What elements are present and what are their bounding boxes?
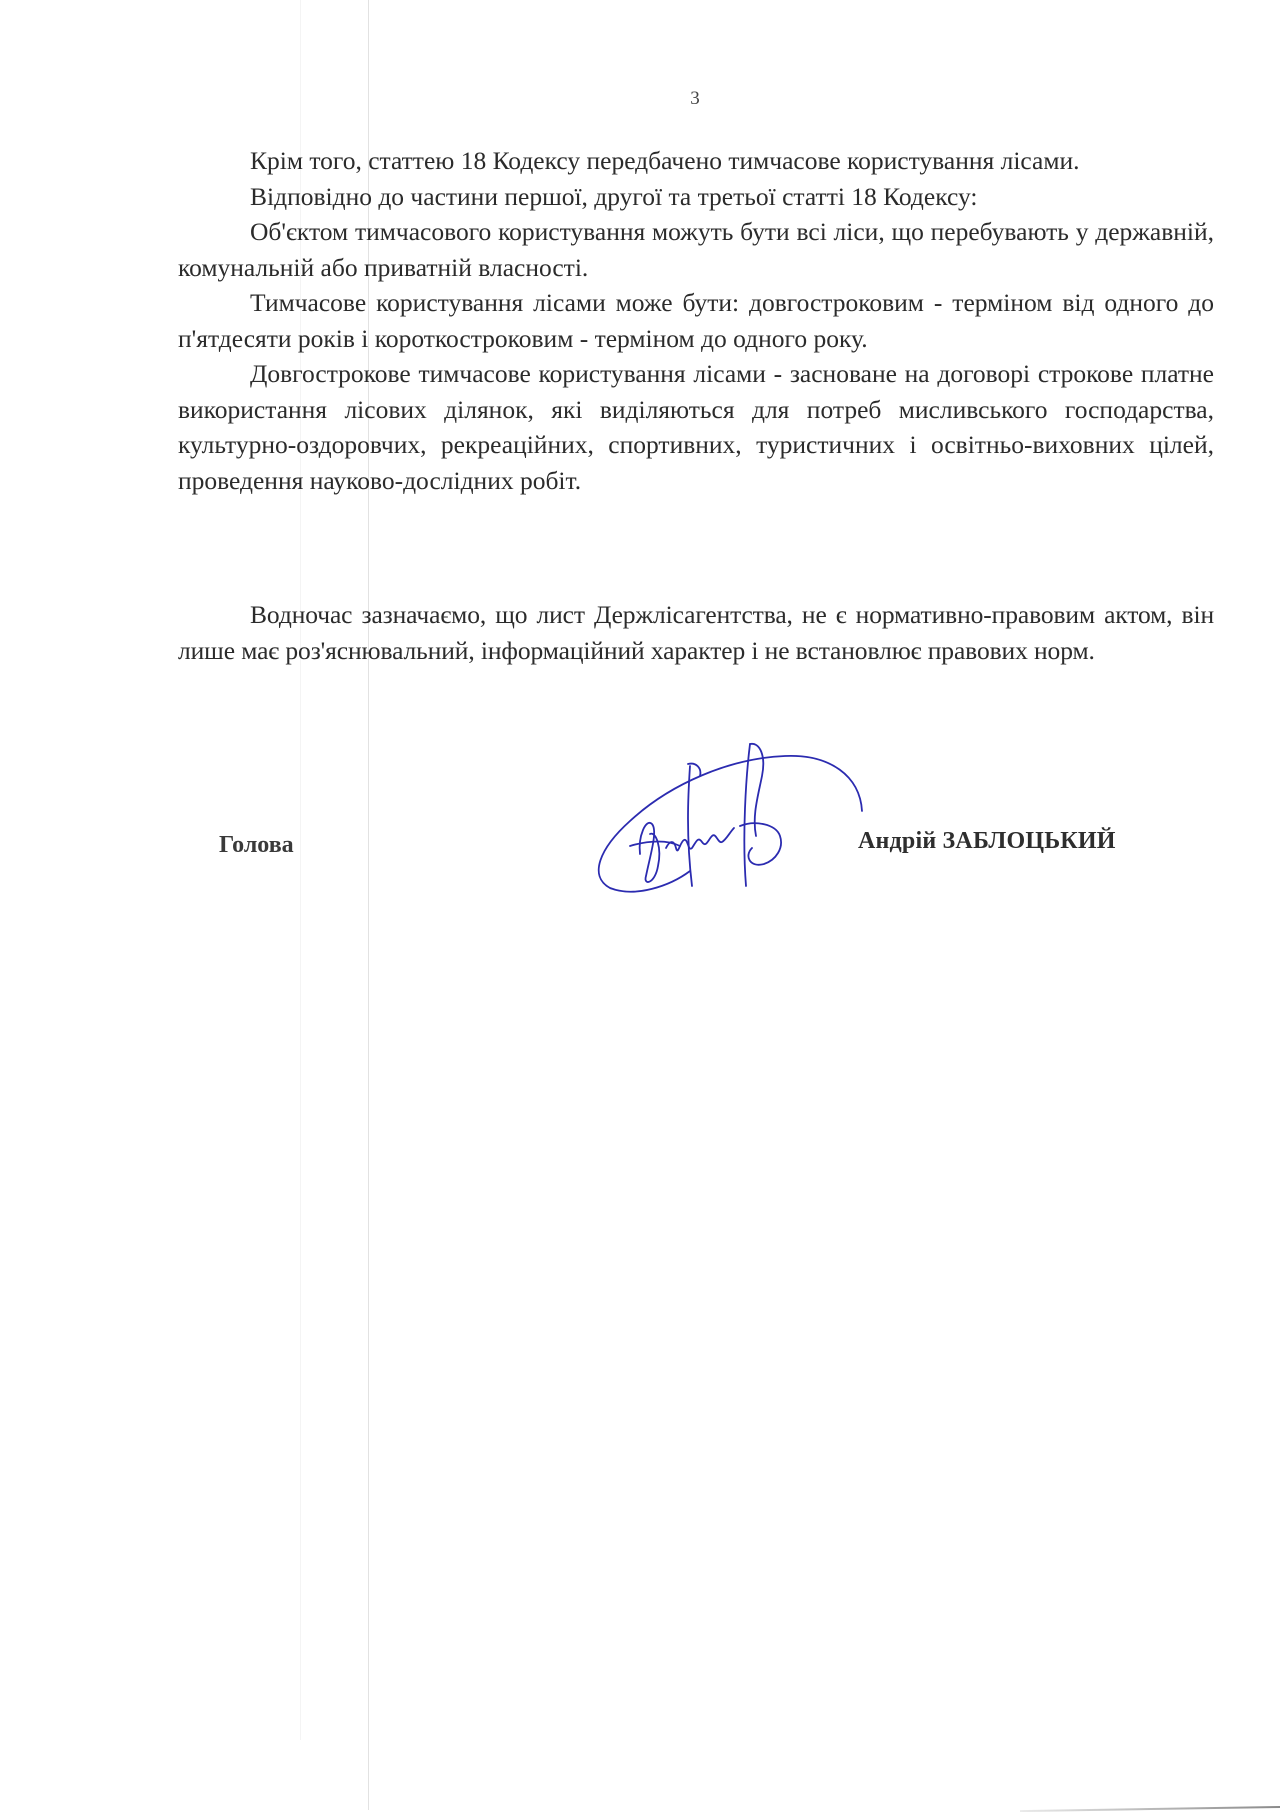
- signer-name: Андрій ЗАБЛОЦЬКИЙ: [858, 828, 1116, 854]
- signature-strokes: [599, 744, 862, 892]
- paragraph: Довгострокове тимчасове користування лісами - засноване на договорі строкове платне використання лісових ділянок, які виділяються для потреб мисливського господарства, культурно-оздоровчих, рекреаційних, спортивних, туристичних і освітньо-виховних цілей, проведення науково-дослідних робіт.: [178, 359, 1214, 495]
- signer-position: Голова: [219, 832, 294, 858]
- paragraph: Відповідно до частини першої, другої та третьої статті 18 Кодексу:: [250, 181, 978, 211]
- paragraph: Водночас зазначаємо, що лист Держлісагентства, не є нормативно-правовим актом, він лише має роз'яснювальний, інформаційний характер і не встановлює правових норм.: [178, 600, 1214, 665]
- body-text-block-1: [178, 143, 1214, 498]
- paragraph: Крім того, статтею 18 Кодексу передбачено тимчасове користування лісами.: [250, 146, 1080, 175]
- body-text-block-2: [178, 597, 1214, 668]
- handwritten-signature: [580, 736, 880, 896]
- paragraph: Тимчасове користування лісами може бути: довгостроковим - терміном від одного до п'ятдесяти років і короткостроковим - терміном до одного року.: [178, 288, 1214, 353]
- page-number: 3: [690, 88, 700, 109]
- paragraph: Об'єктом тимчасового користування можуть бути всі ліси, що перебувають у державній, комунальній або приватній власності.: [178, 217, 1214, 282]
- scan-page-edge: [1020, 1806, 1280, 1812]
